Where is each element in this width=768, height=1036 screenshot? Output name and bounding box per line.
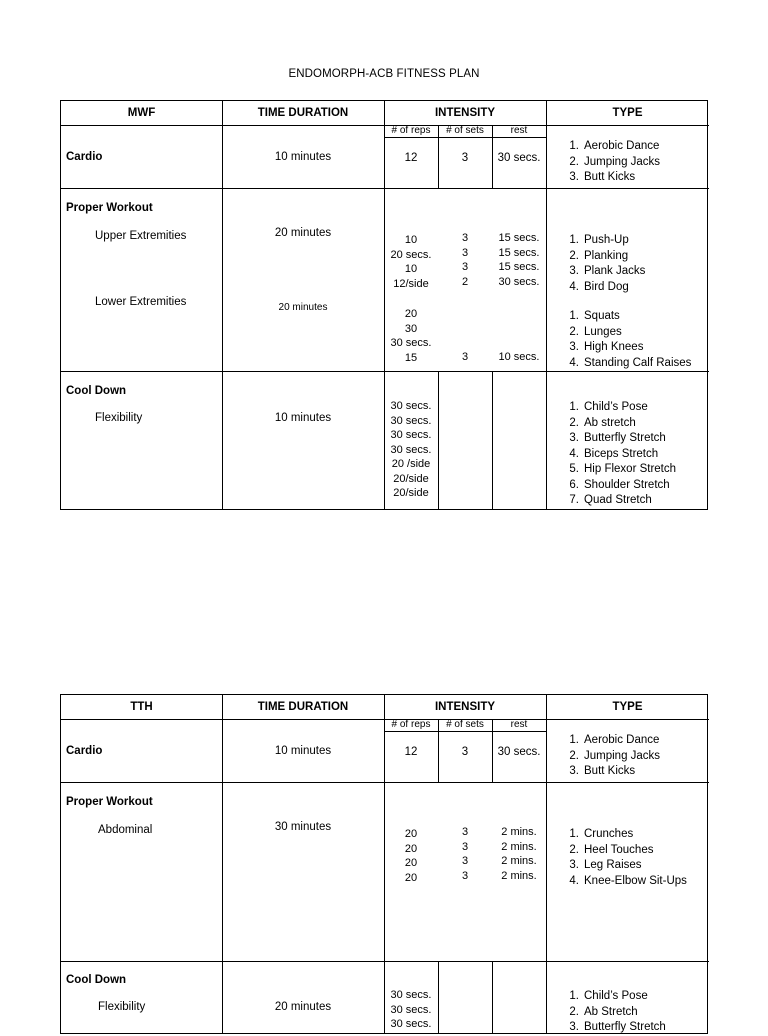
abdominal-rest: 2 mins. 2 mins. 2 mins. 2 mins.	[501, 826, 537, 882]
intensity-header: INTENSITY	[434, 701, 496, 713]
list-item: 3. High Knees	[569, 341, 644, 353]
flexibility-label: Flexibility	[98, 1001, 146, 1013]
upper-reps: 10 20 secs. 10 12/side	[390, 234, 432, 290]
cooldown-time: 20 minutes	[274, 1001, 332, 1013]
intensity-header: INTENSITY	[434, 107, 496, 119]
rest-subheader: rest	[510, 125, 528, 136]
list-item: 2. Ab Stretch	[569, 1005, 638, 1018]
sets-subheader: # of sets	[446, 719, 484, 730]
day-header: MWF	[127, 107, 156, 119]
list-item: 2. Heel Touches	[569, 843, 654, 856]
list-item: 3. Butterfly Stretch	[569, 432, 666, 444]
list-item: 1. Squats	[569, 310, 620, 322]
list-item: 1. Child’s Pose	[569, 990, 648, 1002]
lower-type-list	[561, 309, 691, 371]
cooldown-type-list	[561, 989, 666, 1036]
lower-reps: 20 30 30 secs. 15	[390, 308, 432, 364]
list-item: 4. Knee-Elbow Sit-Ups	[569, 874, 687, 887]
list-item: 3. Butterfly Stretch	[569, 1021, 666, 1033]
workout-label: Proper Workout	[66, 796, 153, 808]
list-item: 1. Aerobic Dance	[569, 734, 660, 746]
type-header: TYPE	[612, 107, 643, 119]
upper-label: Upper Extremities	[95, 230, 187, 242]
list-item: 5. Hip Flexor Stretch	[569, 463, 677, 475]
list-item: 3. Leg Raises	[569, 859, 642, 871]
cooldown-label: Cool Down	[66, 974, 127, 986]
abdominal-type-list	[561, 827, 687, 889]
list-item: 1. Child’s Pose	[569, 401, 648, 413]
abdominal-label: Abdominal	[98, 824, 153, 836]
list-item: 4. Biceps Stretch	[569, 447, 659, 460]
type-header: TYPE	[612, 701, 643, 713]
mwf-table	[60, 100, 708, 510]
list-item: 3. Butt Kicks	[569, 171, 636, 183]
cardio-label: Cardio	[66, 151, 103, 163]
cardio-time: 10 minutes	[274, 745, 332, 757]
list-item: 4. Standing Calf Raises	[569, 356, 692, 369]
rest-subheader: rest	[510, 719, 528, 730]
list-item: 2. Jumping Jacks	[569, 155, 661, 168]
list-item: 1. Push-Up	[569, 234, 629, 246]
upper-rest: 15 secs. 15 secs. 15 secs. 30 secs.	[498, 232, 540, 288]
list-item: 3. Plank Jacks	[569, 265, 646, 277]
cardio-type-list	[561, 733, 660, 780]
reps-subheader: # of reps	[391, 125, 431, 136]
lower-time: 20 minutes	[278, 302, 328, 313]
workout-label: Proper Workout	[66, 202, 153, 214]
reps-subheader: # of reps	[391, 719, 431, 730]
abdominal-time: 30 minutes	[274, 821, 332, 833]
list-item: 1. Aerobic Dance	[569, 140, 660, 152]
list-item: 4. Bird Dog	[569, 280, 629, 293]
list-item: 6. Shoulder Stretch	[569, 478, 670, 491]
cooldown-label: Cool Down	[66, 385, 127, 397]
list-item: 7. Quad Stretch	[569, 494, 652, 506]
cooldown-reps: 30 secs. 30 secs. 30 secs. 30 secs. 20 /side 20/side 20/side	[390, 400, 432, 499]
cardio-type-list	[561, 139, 660, 186]
day-header: TTH	[130, 701, 153, 713]
time-header: TIME DURATION	[257, 107, 349, 119]
upper-time: 20 minutes	[274, 227, 332, 239]
cooldown-time: 10 minutes	[274, 412, 332, 424]
cardio-rest: 30 secs.	[497, 746, 541, 758]
abdominal-sets: 3 3 3 3	[461, 826, 469, 882]
list-item: 2. Planking	[569, 249, 629, 262]
lower-rest: 10 secs.	[498, 351, 540, 363]
cooldown-type-list	[561, 400, 676, 509]
list-item: 1. Crunches	[569, 828, 634, 840]
sets-subheader: # of sets	[446, 125, 484, 136]
cardio-reps: 12	[404, 152, 418, 164]
cardio-rest: 30 secs.	[497, 152, 541, 164]
upper-sets: 3 3 3 2	[461, 232, 469, 288]
cooldown-reps: 30 secs. 30 secs. 30 secs.	[390, 989, 432, 1030]
cardio-sets: 3	[461, 746, 469, 758]
list-item: 3. Butt Kicks	[569, 765, 636, 777]
abdominal-reps: 20 20 20 20	[404, 828, 418, 884]
list-item: 2. Jumping Jacks	[569, 749, 661, 762]
cardio-reps: 12	[404, 746, 418, 758]
cardio-label: Cardio	[66, 745, 103, 757]
cardio-sets: 3	[461, 152, 469, 164]
list-item: 2. Ab stretch	[569, 416, 636, 429]
flexibility-label: Flexibility	[95, 412, 143, 424]
tth-table	[60, 694, 708, 1034]
time-header: TIME DURATION	[257, 701, 349, 713]
lower-sets: 3	[461, 351, 469, 363]
cardio-time: 10 minutes	[274, 151, 332, 163]
plan-title: ENDOMORPH-ACB FITNESS PLAN	[288, 68, 480, 80]
upper-type-list	[561, 233, 645, 295]
lower-label: Lower Extremities	[95, 296, 187, 308]
list-item: 2. Lunges	[569, 325, 622, 338]
